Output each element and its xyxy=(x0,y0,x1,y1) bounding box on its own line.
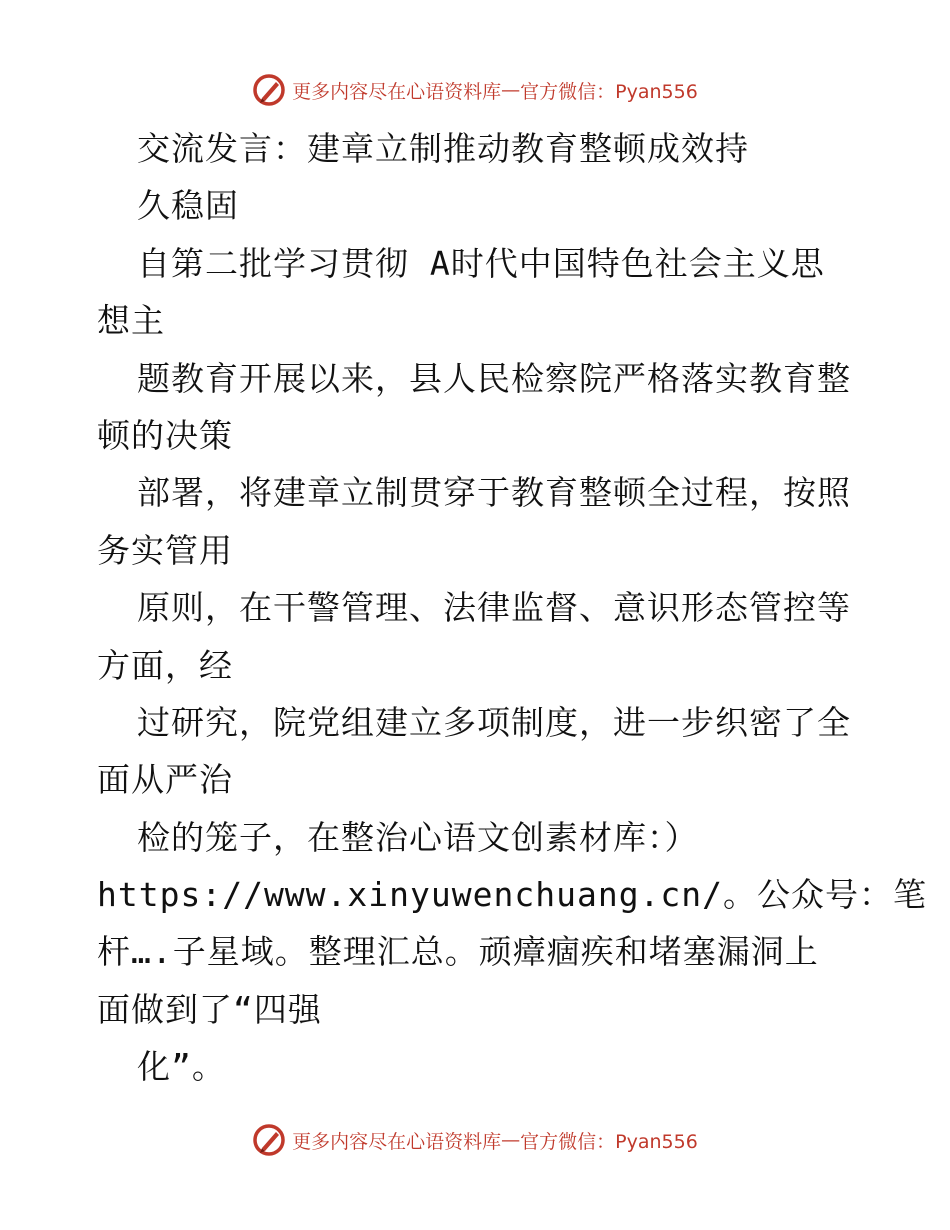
banner-text: 更多内容尽在心语资料库 xyxy=(292,1130,502,1153)
text-line: https://www.xinyuwenchuang.cn/。公众号：笔 xyxy=(97,875,928,915)
text-line: 方面，经 xyxy=(97,645,233,685)
text-line: 面做到了“四强 xyxy=(97,989,322,1029)
pen-circle-logo xyxy=(252,1123,286,1157)
header-banner xyxy=(0,70,950,110)
text-line: 务实管用 xyxy=(97,530,233,570)
text-line: 面从严治 xyxy=(97,760,233,800)
text-line: 化”。 xyxy=(137,1047,226,1087)
text-line: 杆….子星域。整理汇总。顽瘴痼疾和堵塞漏洞上 xyxy=(97,932,819,972)
banner-separator: — xyxy=(501,79,521,101)
text-line: 检的笼子，在整治心语文创素材库：） xyxy=(137,817,699,857)
text-line: 想主 xyxy=(97,301,165,341)
banner-wechat: 官方微信：Pyan556 xyxy=(520,1130,698,1153)
text-line: 顿的决策 xyxy=(97,415,233,455)
banner-separator: — xyxy=(501,1129,521,1151)
banner-wechat: 官方微信：Pyan556 xyxy=(520,80,698,103)
text-line: 过研究，院党组建立多项制度，进一步织密了全 xyxy=(137,702,851,742)
text-line: 自第二批学习贯彻 A时代中国特色社会主义思 xyxy=(137,243,825,283)
text-line: 部署，将建章立制贯穿于教育整顿全过程，按照 xyxy=(137,473,851,513)
text-line: 原则，在干警管理、法律监督、意识形态管控等 xyxy=(137,588,851,628)
footer-banner xyxy=(0,1120,950,1160)
banner-text: 更多内容尽在心语资料库 xyxy=(292,80,502,103)
pen-circle-logo xyxy=(252,73,286,107)
document-body xyxy=(97,120,928,1096)
text-line: 题教育开展以来，县人民检察院严格落实教育整 xyxy=(137,358,851,398)
text-line: 久稳固 xyxy=(137,186,239,226)
text-line: 交流发言：建章立制推动教育整顿成效持 xyxy=(137,129,749,168)
